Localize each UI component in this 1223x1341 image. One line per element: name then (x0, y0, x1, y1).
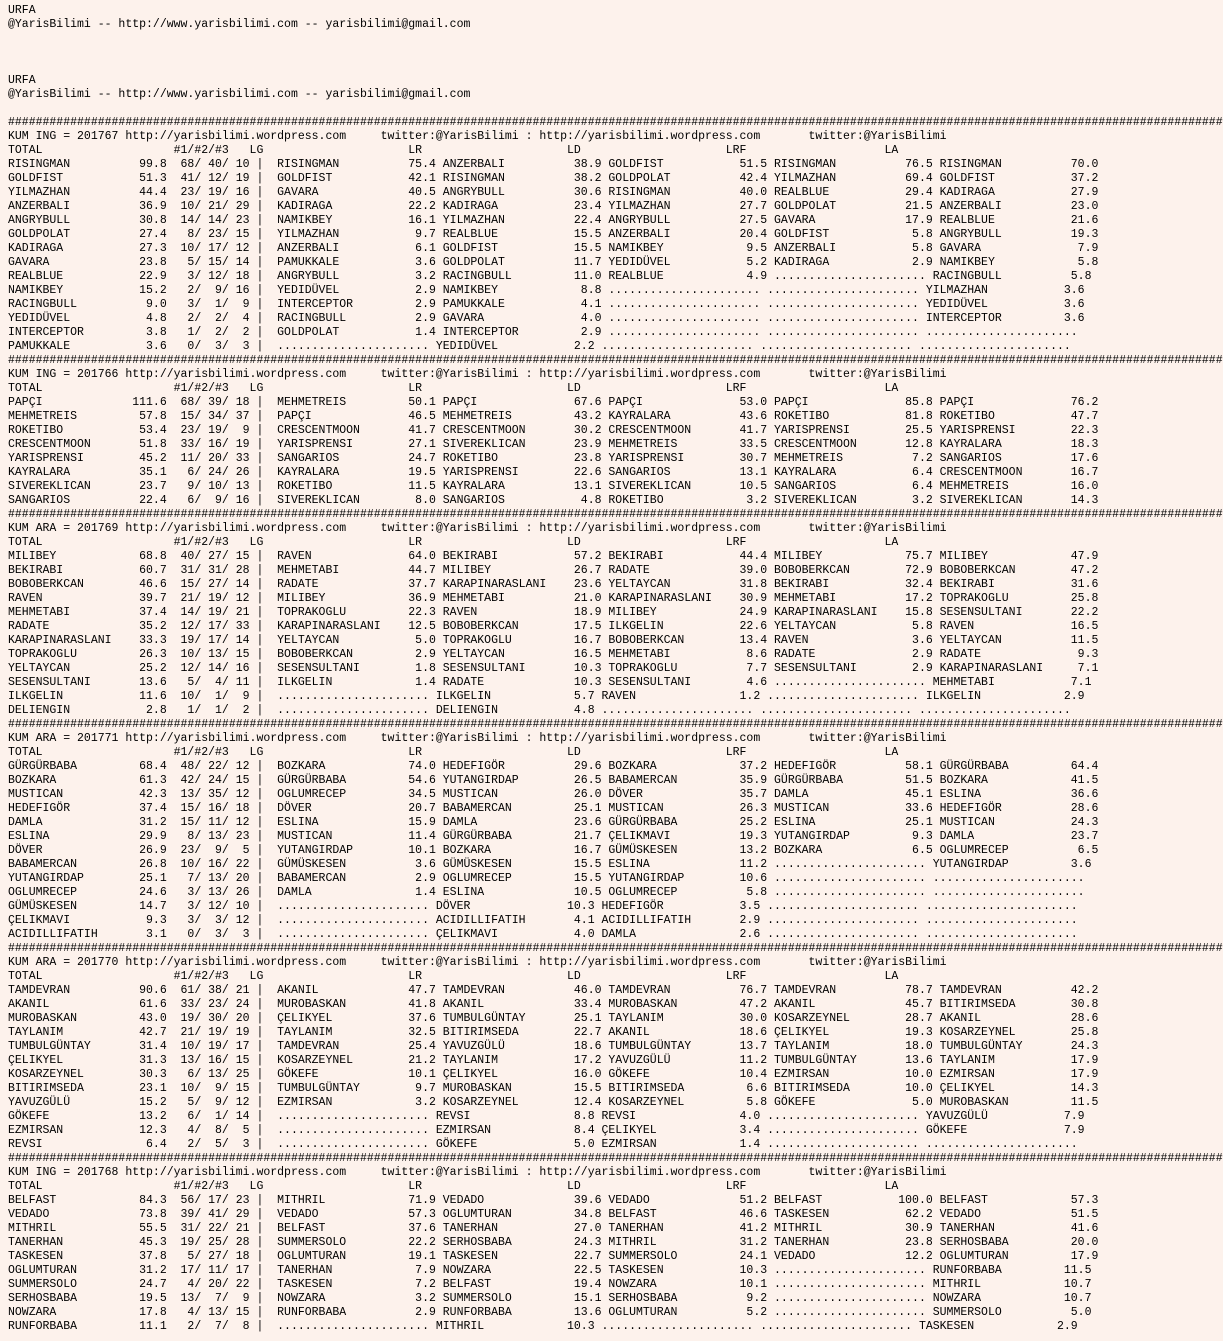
text-line: ANGRYBULL 30.8 14/ 14/ 23 | NAMIKBEY 16.1 YILMAZHAN 22.4 ANGRYBULL 27.5 GAVARA 17.9 REALBLUE 21.6 (8, 214, 1099, 227)
text-line: MILIBEY 68.8 40/ 27/ 15 | RAVEN 64.0 BEKIRABI 57.2 BEKIRABI 44.4 MILIBEY 75.7 MILIBEY 47.9 (8, 550, 1099, 563)
separator-line: ################################################################################################################################################################################ (8, 354, 1223, 367)
text-line: CRESCENTMOON 51.8 33/ 16/ 19 | YARISPRENSI 27.1 SIVEREKLICAN 23.9 MEHMETREIS 33.5 CRESCENTMOON 12.8 KAYRALARA 18.3 (8, 438, 1099, 451)
text-line: KUM ARA = 201769 http://yarisbilimi.wordpress.com twitter:@YarisBilimi : http://yarisbilimi.wordpress.com twitter:@YarisBilimi (8, 522, 947, 535)
text-line: REALBLUE 22.9 3/ 12/ 18 | ANGRYBULL 3.2 RACINGBULL 11.0 REALBLUE 4.9 ...................... RACINGBULL 5.8 (8, 270, 1092, 283)
text-line: MITHRIL 55.5 31/ 22/ 21 | BELFAST 37.6 TANERHAN 27.0 TANERHAN 41.2 MITHRIL 30.9 TANERHAN 41.6 (8, 1222, 1099, 1235)
text-line: KOSARZEYNEL 30.3 6/ 13/ 25 | GÖKEFE 10.1 ÇELIKYEL 16.0 GÖKEFE 10.4 EZMIRSAN 10.0 EZMIRSAN 17.9 (8, 1068, 1099, 1081)
text-line: MEHMETREIS 57.8 15/ 34/ 37 | PAPÇI 46.5 MEHMETREIS 43.2 KAYRALARA 43.6 ROKETIBO 81.8 ROKETIBO 47.7 (8, 410, 1099, 423)
text-line: RAVEN 39.7 21/ 19/ 12 | MILIBEY 36.9 MEHMETABI 21.0 KARAPINARASLANI 30.9 MEHMETABI 17.2 TOPRAKOGLU 25.8 (8, 592, 1099, 605)
text-line: DELIENGIN 2.8 1/ 1/ 2 | ...................... DELIENGIN 4.8 ...................... ...................... ...................... (8, 704, 1071, 717)
text-line: DÖVER 26.9 23/ 9/ 5 | YUTANGIRDAP 10.1 BOZKARA 16.7 GÜMÜSKESEN 13.2 BOZKARA 6.5 OGLUMRECEP 6.5 (8, 844, 1099, 857)
text-line: KAYRALARA 35.1 6/ 24/ 26 | KAYRALARA 19.5 YARISPRENSI 22.6 SANGARIOS 13.1 KAYRALARA 6.4 CRESCENTMOON 16.7 (8, 466, 1099, 479)
text-line: YELTAYCAN 25.2 12/ 14/ 16 | SESENSULTANI 1.8 SESENSULTANI 10.3 TOPRAKOGLU 7.7 SESENSULTANI 2.9 KARAPINARASLANI 7.1 (8, 662, 1099, 675)
text-line: SANGARIOS 22.4 6/ 9/ 16 | SIVEREKLICAN 8.0 SANGARIOS 4.8 ROKETIBO 3.2 SIVEREKLICAN 3.2 SIVEREKLICAN 14.3 (8, 494, 1099, 507)
text-line: REVSI 6.4 2/ 5/ 3 | ...................... GÖKEFE 5.0 EZMIRSAN 1.4 ...................... ...................... (8, 1138, 1078, 1151)
text-line: TOTAL #1/#2/#3 LG LR LD LRF LA (8, 746, 899, 759)
text-line: TANERHAN 45.3 19/ 25/ 28 | SUMMERSOLO 22.2 SERHOSBABA 24.3 MITHRIL 31.2 TANERHAN 23.8 SERHOSBABA 20.0 (8, 1236, 1099, 1249)
text-line: BABAMERCAN 26.8 10/ 16/ 22 | GÜMÜSKESEN 3.6 GÜMÜSKESEN 15.5 ESLINA 11.2 ...................... YUTANGIRDAP 3.6 (8, 858, 1092, 871)
text-line: INTERCEPTOR 3.8 1/ 2/ 2 | GOLDPOLAT 1.4 INTERCEPTOR 2.9 ...................... ...................... ...................... (8, 326, 1078, 339)
text-line: RISINGMAN 99.8 68/ 40/ 10 | RISINGMAN 75.4 ANZERBALI 38.9 GOLDFIST 51.5 RISINGMAN 76.5 RISINGMAN 70.0 (8, 158, 1099, 171)
text-line: AKANIL 61.6 33/ 23/ 24 | MUROBASKAN 41.8 AKANIL 33.4 MUROBASKAN 47.2 AKANIL 45.7 BITIRIMSEDA 30.8 (8, 998, 1099, 1011)
text-line (8, 60, 1080, 74)
text-line: KUM ING = 201766 http://yarisbilimi.wordpress.com twitter:@YarisBilimi : http://yarisbilimi.wordpress.com twitter:@YarisBilimi (8, 368, 947, 381)
text-line: YAVUZGÜLÜ 15.2 5/ 9/ 12 | EZMIRSAN 3.2 KOSARZEYNEL 12.4 KOSARZEYNEL 5.8 GÖKEFE 5.0 MUROBASKAN 11.5 (8, 1096, 1099, 1109)
text-line: RACINGBULL 9.0 3/ 1/ 9 | INTERCEPTOR 2.9 PAMUKKALE 4.1 ...................... ...................... YEDIDÜVEL 3.6 (8, 298, 1085, 311)
text-line: TOPRAKOGLU 26.3 10/ 13/ 15 | BOBOBERKCAN 2.9 YELTAYCAN 16.5 MEHMETABI 8.6 RADATE 2.9 RADATE 9.3 (8, 648, 1099, 661)
text-line: MEHMETABI 37.4 14/ 19/ 21 | TOPRAKOGLU 22.3 RAVEN 18.9 MILIBEY 24.9 KARAPINARASLANI 15.8 SESENSULTANI 22.2 (8, 606, 1099, 619)
separator-line: ################################################################################################################################################################################ (8, 942, 1223, 955)
text-line: SESENSULTANI 13.6 5/ 4/ 11 | ILKGELIN 1.4 RADATE 10.3 SESENSULTANI 4.6 ...................... MEHMETABI 7.1 (8, 676, 1092, 689)
text-line: NAMIKBEY 15.2 2/ 9/ 16 | YEDIDÜVEL 2.9 NAMIKBEY 8.8 ...................... ...................... YILMAZHAN 3.6 (8, 284, 1085, 297)
text-line: TOTAL #1/#2/#3 LG LR LD LRF LA (8, 382, 899, 395)
text-line: TOTAL #1/#2/#3 LG LR LD LRF LA (8, 536, 899, 549)
text-line: ACIDILLIFATIH 3.1 0/ 3/ 3 | ...................... ÇELIKMAVI 4.0 DAMLA 2.6 ...................... ...................... (8, 928, 1078, 941)
text-line: RUNFORBABA 11.1 2/ 7/ 8 | ...................... MITHRIL 10.3 ...................... ...................... TASKESEN 2.9 (8, 1320, 1078, 1333)
text-line: ROKETIBO 53.4 23/ 19/ 9 | CRESCENTMOON 41.7 CRESCENTMOON 30.2 CRESCENTMOON 41.7 YARISPRENSI 25.5 YARISPRENSI 22.3 (8, 424, 1099, 437)
text-line: RADATE 35.2 12/ 17/ 33 | KARAPINARASLANI 12.5 BOBOBERKCAN 17.5 ILKGELIN 22.6 YELTAYCAN 5.8 RAVEN 16.5 (8, 620, 1099, 633)
text-line: BOBOBERKCAN 46.6 15/ 27/ 14 | RADATE 37.7 KARAPINARASLANI 23.6 YELTAYCAN 31.8 BEKIRABI 32.4 BEKIRABI 31.6 (8, 578, 1099, 591)
text-line: PAMUKKALE 3.6 0/ 3/ 3 | ...................... YEDIDÜVEL 2.2 ...................... ...................... ...................... (8, 340, 1071, 353)
text-line: ANZERBALI 36.9 10/ 21/ 29 | KADIRAGA 22.2 KADIRAGA 23.4 YILMAZHAN 27.7 GOLDPOLAT 21.5 ANZERBALI 23.0 (8, 200, 1099, 213)
text-line: KUM ARA = 201771 http://yarisbilimi.wordpress.com twitter:@YarisBilimi : http://yarisbilimi.wordpress.com twitter:@YarisBilimi (8, 732, 947, 745)
text-line: TASKESEN 37.8 5/ 27/ 18 | OGLUMTURAN 19.1 TASKESEN 22.7 SUMMERSOLO 24.1 VEDADO 12.2 OGLUMTURAN 17.9 (8, 1250, 1099, 1263)
separator-line: ################################################################################################################################################################################ (8, 1152, 1223, 1165)
text-line: KARAPINARASLANI 33.3 19/ 17/ 14 | YELTAYCAN 5.0 TOPRAKOGLU 16.7 BOBOBERKCAN 13.4 RAVEN 3.6 YELTAYCAN 11.5 (8, 634, 1099, 647)
text-line: KUM ING = 201767 http://yarisbilimi.wordpress.com twitter:@YarisBilimi : http://yarisbilimi.wordpress.com twitter:@YarisBilimi (8, 130, 947, 143)
text-line: SERHOSBABA 19.5 13/ 7/ 9 | NOWZARA 3.2 SUMMERSOLO 15.1 SERHOSBABA 9.2 ...................... NOWZARA 10.7 (8, 1292, 1092, 1305)
text-line: BELFAST 84.3 56/ 17/ 23 | MITHRIL 71.9 VEDADO 39.6 VEDADO 51.2 BELFAST 100.0 BELFAST 57.3 (8, 1194, 1099, 1207)
text-line: BEKIRABI 60.7 31/ 31/ 28 | MEHMETABI 44.7 MILIBEY 26.7 RADATE 39.0 BOBOBERKCAN 72.9 BOBOBERKCAN 47.2 (8, 564, 1099, 577)
text-line: PAPÇI 111.6 68/ 39/ 18 | MEHMETREIS 50.1 PAPÇI 67.6 PAPÇI 53.0 PAPÇI 85.8 PAPÇI 76.2 (8, 396, 1099, 409)
text-line: NOWZARA 17.8 4/ 13/ 15 | RUNFORBABA 2.9 RUNFORBABA 13.6 OGLUMTURAN 5.2 ...................... SUMMERSOLO 5.0 (8, 1306, 1092, 1319)
text-line (8, 102, 1080, 116)
text-line: GOLDPOLAT 27.4 8/ 23/ 15 | YILMAZHAN 9.7 REALBLUE 15.5 ANZERBALI 20.4 GOLDFIST 5.8 ANGRYBULL 19.3 (8, 228, 1099, 241)
text-line: GÖKEFE 13.2 6/ 1/ 14 | ...................... REVSI 8.8 REVSI 4.0 ...................... YAVUZGÜLÜ 7.9 (8, 1110, 1085, 1123)
text-line: VEDADO 73.8 39/ 41/ 29 | VEDADO 57.3 OGLUMTURAN 34.8 BELFAST 46.6 TASKESEN 62.2 VEDADO 51.5 (8, 1208, 1099, 1221)
text-line: ÇELIKMAVI 9.3 3/ 3/ 12 | ...................... ACIDILLIFATIH 4.1 ACIDILLIFATIH 2.9 ...................... ...................... (8, 914, 1078, 927)
text-line: HEDEFIGÖR 37.4 15/ 16/ 18 | DÖVER 20.7 BABAMERCAN 25.1 MUSTICAN 26.3 MUSTICAN 33.6 HEDEFIGÖR 28.6 (8, 802, 1099, 815)
text-line: DAMLA 31.2 15/ 11/ 12 | ESLINA 15.9 DAMLA 23.6 GÜRGÜRBABA 25.2 ESLINA 25.1 MUSTICAN 24.3 (8, 816, 1099, 829)
text-line: GAVARA 23.8 5/ 15/ 14 | PAMUKKALE 3.6 GOLDPOLAT 11.7 YEDIDÜVEL 5.2 KADIRAGA 2.9 NAMIKBEY 5.8 (8, 256, 1099, 269)
text-line: BITIRIMSEDA 23.1 10/ 9/ 15 | TUMBULGÜNTAY 9.7 MUROBASKAN 15.5 BITIRIMSEDA 6.6 BITIRIMSEDA 10.0 ÇELIKYEL 14.3 (8, 1082, 1099, 1095)
text-line: MUSTICAN 42.3 13/ 35/ 12 | OGLUMRECEP 34.5 MUSTICAN 26.0 DÖVER 35.7 DAMLA 45.1 ESLINA 36.6 (8, 788, 1099, 801)
text-line: ILKGELIN 11.6 10/ 1/ 9 | ...................... ILKGELIN 5.7 RAVEN 1.2 ...................... ILKGELIN 2.9 (8, 690, 1085, 703)
separator-line: ################################################################################################################################################################################ (8, 718, 1223, 731)
text-line: TAMDEVRAN 90.6 61/ 38/ 21 | AKANIL 47.7 TAMDEVRAN 46.0 TAMDEVRAN 76.7 TAMDEVRAN 78.7 TAMDEVRAN 42.2 (8, 984, 1099, 997)
text-line: ÇELIKYEL 31.3 13/ 16/ 15 | KOSARZEYNEL 21.2 TAYLANIM 17.2 YAVUZGÜLÜ 11.2 TUMBULGÜNTAY 13.6 TAYLANIM 17.9 (8, 1054, 1099, 1067)
text-line: GÜRGÜRBABA 68.4 48/ 22/ 12 | BOZKARA 74.0 HEDEFIGÖR 29.6 BOZKARA 37.2 HEDEFIGÖR 58.1 GÜRGÜRBABA 64.4 (8, 760, 1099, 773)
text-line: TUMBULGÜNTAY 31.4 10/ 19/ 17 | TAMDEVRAN 25.4 YAVUZGÜLÜ 18.6 TUMBULGÜNTAY 13.7 TAYLANIM 18.0 TUMBULGÜNTAY 24.3 (8, 1040, 1099, 1053)
text-line: SUMMERSOLO 24.7 4/ 20/ 22 | TASKESEN 7.2 BELFAST 19.4 NOWZARA 10.1 ...................... MITHRIL 10.7 (8, 1278, 1092, 1291)
text-line: YILMAZHAN 44.4 23/ 19/ 16 | GAVARA 40.5 ANGRYBULL 30.6 RISINGMAN 40.0 REALBLUE 29.4 KADIRAGA 27.9 (8, 186, 1099, 199)
text-line: SIVEREKLICAN 23.7 9/ 10/ 13 | ROKETIBO 11.5 KAYRALARA 13.1 SIVEREKLICAN 10.5 SANGARIOS 6.4 MEHMETREIS 16.0 (8, 480, 1099, 493)
text-line: YUTANGIRDAP 25.1 7/ 13/ 20 | BABAMERCAN 2.9 OGLUMRECEP 15.5 YUTANGIRDAP 10.6 ...................... ...................... (8, 872, 1085, 885)
text-line: KUM ING = 201768 http://yarisbilimi.wordpress.com twitter:@YarisBilimi : http://yarisbilimi.wordpress.com twitter:@YarisBilimi (8, 1166, 947, 1179)
text-line: @YarisBilimi -- http://www.yarisbilimi.com -- yarisbilimi@gmail.com (8, 18, 471, 31)
text-line: TOTAL #1/#2/#3 LG LR LD LRF LA (8, 144, 899, 157)
text-line: OGLUMRECEP 24.6 3/ 13/ 26 | DAMLA 1.4 ESLINA 10.5 OGLUMRECEP 5.8 ...................... ...................... (8, 886, 1085, 899)
text-line: GÜMÜSKESEN 14.7 3/ 12/ 10 | ...................... DÖVER 10.3 HEDEFIGÖR 3.5 ...................... ...................... (8, 900, 1078, 913)
text-line: URFA (8, 4, 36, 17)
text-line: @YarisBilimi -- http://www.yarisbilimi.com -- yarisbilimi@gmail.com (8, 88, 471, 101)
text-line: KADIRAGA 27.3 10/ 17/ 12 | ANZERBALI 6.1 GOLDFIST 15.5 NAMIKBEY 9.5 ANZERBALI 5.8 GAVARA 7.9 (8, 242, 1099, 255)
text-line: YARISPRENSI 45.2 11/ 20/ 33 | SANGARIOS 24.7 ROKETIBO 23.8 YARISPRENSI 30.7 MEHMETREIS 7.2 SANGARIOS 17.6 (8, 452, 1099, 465)
text-line: TOTAL #1/#2/#3 LG LR LD LRF LA (8, 1180, 899, 1193)
text-line: EZMIRSAN 12.3 4/ 8/ 5 | ...................... EZMIRSAN 8.4 ÇELIKYEL 3.4 ...................... GÖKEFE 7.9 (8, 1124, 1085, 1137)
text-line: TOTAL #1/#2/#3 LG LR LD LRF LA (8, 970, 899, 983)
separator-line: ################################################################################################################################################################################ (8, 116, 1223, 129)
separator-line: ################################################################################################################################################################################ (8, 508, 1223, 521)
text-line: ESLINA 29.9 8/ 13/ 23 | MUSTICAN 11.4 GÜRGÜRBABA 21.7 ÇELIKMAVI 19.3 YUTANGIRDAP 9.3 DAMLA 23.7 (8, 830, 1099, 843)
text-line: GOLDFIST 51.3 41/ 12/ 19 | GOLDFIST 42.1 RISINGMAN 38.2 GOLDPOLAT 42.4 YILMAZHAN 69.4 GOLDFIST 37.2 (8, 172, 1099, 185)
text-line: TAYLANIM 42.7 21/ 19/ 19 | TAYLANIM 32.5 BITIRIMSEDA 22.7 AKANIL 18.6 ÇELIKYEL 19.3 KOSARZEYNEL 25.8 (8, 1026, 1099, 1039)
text-line: MUROBASKAN 43.0 19/ 30/ 20 | ÇELIKYEL 37.6 TUMBULGÜNTAY 25.1 TAYLANIM 30.0 KOSARZEYNEL 28.7 AKANIL 28.6 (8, 1012, 1099, 1025)
text-line: URFA (8, 74, 36, 87)
text-line (8, 32, 1080, 46)
text-line (8, 46, 1080, 60)
text-line: OGLUMTURAN 31.2 17/ 11/ 17 | TANERHAN 7.9 NOWZARA 22.5 TASKESEN 10.3 ...................... RUNFORBABA 11.5 (8, 1264, 1092, 1277)
text-line: KUM ARA = 201770 http://yarisbilimi.wordpress.com twitter:@YarisBilimi : http://yarisbilimi.wordpress.com twitter:@YarisBilimi (8, 956, 947, 969)
text-line: YEDIDÜVEL 4.8 2/ 2/ 4 | RACINGBULL 2.9 GAVARA 4.0 ...................... ...................... INTERCEPTOR 3.6 (8, 312, 1085, 325)
text-line: BOZKARA 61.3 42/ 24/ 15 | GÜRGÜRBABA 54.6 YUTANGIRDAP 26.5 BABAMERCAN 35.9 GÜRGÜRBABA 51.5 BOZKARA 41.5 (8, 774, 1099, 787)
